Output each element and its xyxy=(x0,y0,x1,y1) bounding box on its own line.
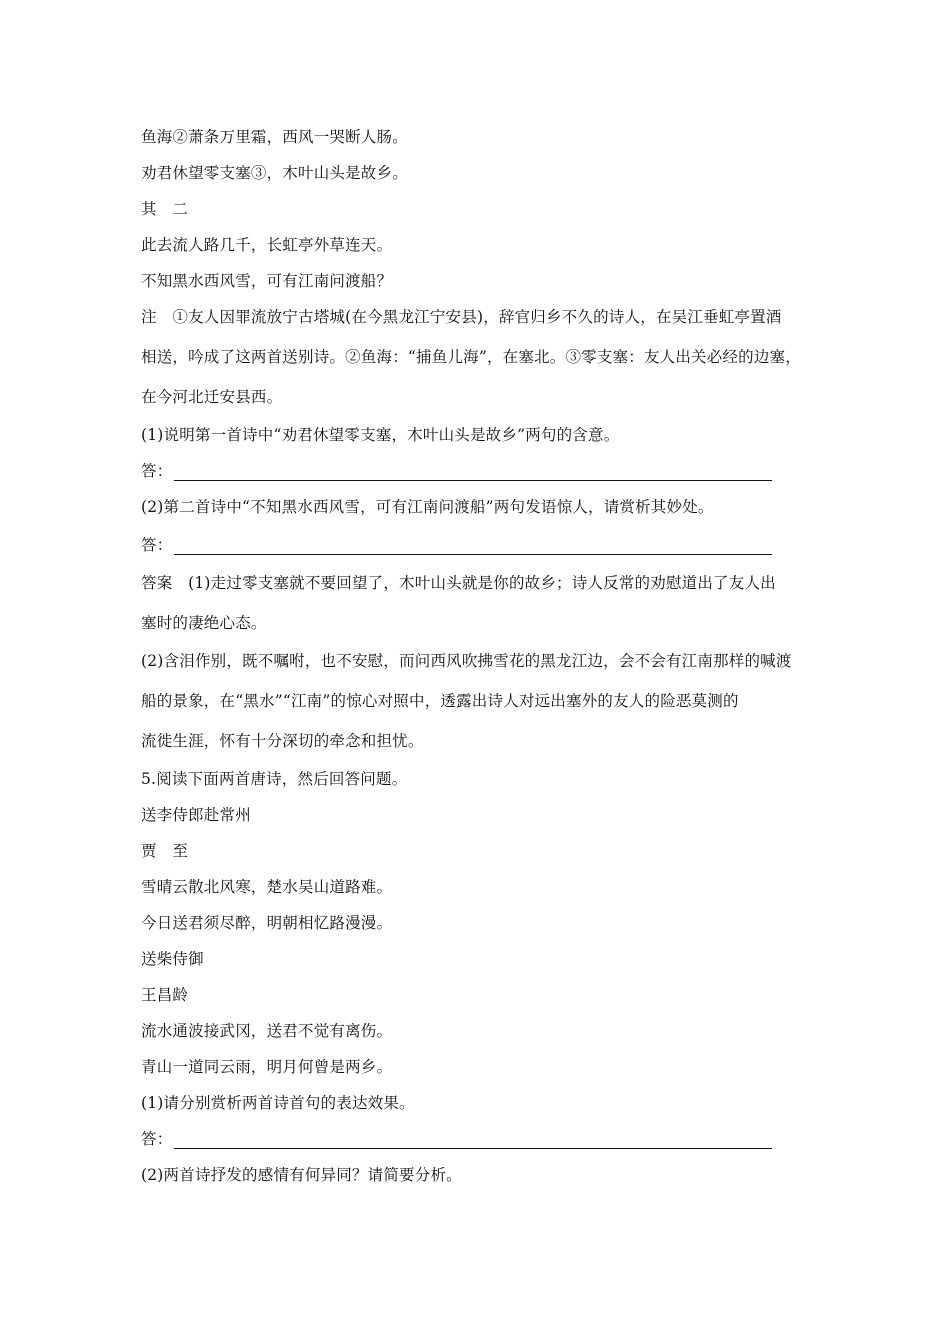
answer-label: 答： xyxy=(141,462,173,480)
note-line2: 相送，吟成了这两首送别诗。②鱼海：“捕鱼儿海”，在塞北。③零支塞：友人出关必经的边塞， xyxy=(141,348,801,366)
answer-blank-3 xyxy=(141,1129,772,1149)
question-5-2: (2)两首诗抒发的感情有何异同？请简要分析。 xyxy=(141,1166,462,1184)
poem3-line2: 今日送君须尽醉，明朝相忆路漫漫。 xyxy=(141,914,393,932)
question-5-1: (1)请分别赏析两首诗首句的表达效果。 xyxy=(141,1094,415,1112)
question-1: (1)说明第一首诗中“劝君休望零支塞，木叶山头是故乡”两句的含意。 xyxy=(141,426,620,444)
answer-key-line2: 塞时的凄绝心态。 xyxy=(141,614,267,632)
answer-label: 答： xyxy=(141,536,173,554)
answer-key-line1: 答案 (1)走过零支塞就不要回望了，木叶山头就是你的故乡；诗人反常的劝慰道出了友人出 xyxy=(141,574,776,592)
answer-key-line5: 流徙生涯，怀有十分深切的牵念和担忧。 xyxy=(141,732,424,750)
question-2: (2)第二首诗中“不知黑水西风雪，可有江南问渡船”两句发语惊人，请赏析其妙处。 xyxy=(141,498,714,516)
answer-underline xyxy=(174,466,772,481)
answer-key-line3: (2)含泪作别，既不嘱咐，也不安慰，而问西风吹拂雪花的黑龙江边，会不会有江南那样的喊渡 xyxy=(141,652,792,670)
poem3-author: 贾 至 xyxy=(141,842,189,860)
poem4-line1: 流水通波接武冈，送君不觉有离伤。 xyxy=(141,1022,393,1040)
poem1-line4: 劝君休望零支塞③，木叶山头是故乡。 xyxy=(141,164,408,182)
answer-blank-1 xyxy=(141,461,772,481)
poem2-line2: 不知黑水西风雪，可有江南问渡船？ xyxy=(141,272,393,290)
question-5-intro: 5.阅读下面两首唐诗，然后回答问题。 xyxy=(141,770,408,788)
poem1-line3: 鱼海②萧条万里霜，西风一哭断人肠。 xyxy=(141,128,408,146)
poem2-heading: 其 二 xyxy=(141,200,189,218)
poem4-title: 送柴侍御 xyxy=(141,950,204,968)
answer-key-line4: 船的景象，在“黑水”“江南”的惊心对照中，透露出诗人对远出塞外的友人的险恶莫测的 xyxy=(141,692,739,710)
poem4-line2: 青山一道同云雨，明月何曾是两乡。 xyxy=(141,1058,393,1076)
answer-underline xyxy=(174,540,772,555)
answer-blank-2 xyxy=(141,535,772,555)
answer-underline xyxy=(174,1134,772,1149)
poem3-line1: 雪晴云散北风寒，楚水吴山道路难。 xyxy=(141,878,393,896)
poem3-title: 送李侍郎赴常州 xyxy=(141,806,251,824)
poem2-line1: 此去流人路几千，长虹亭外草连天。 xyxy=(141,236,393,254)
note-line1: 注 ①友人因罪流放宁古塔城(在今黑龙江宁安县)，辞官归乡不久的诗人，在吴江垂虹亭置酒 xyxy=(141,308,782,326)
note-line3: 在今河北迁安县西。 xyxy=(141,388,283,406)
answer-label: 答： xyxy=(141,1130,173,1148)
poem4-author: 王昌龄 xyxy=(141,986,189,1004)
